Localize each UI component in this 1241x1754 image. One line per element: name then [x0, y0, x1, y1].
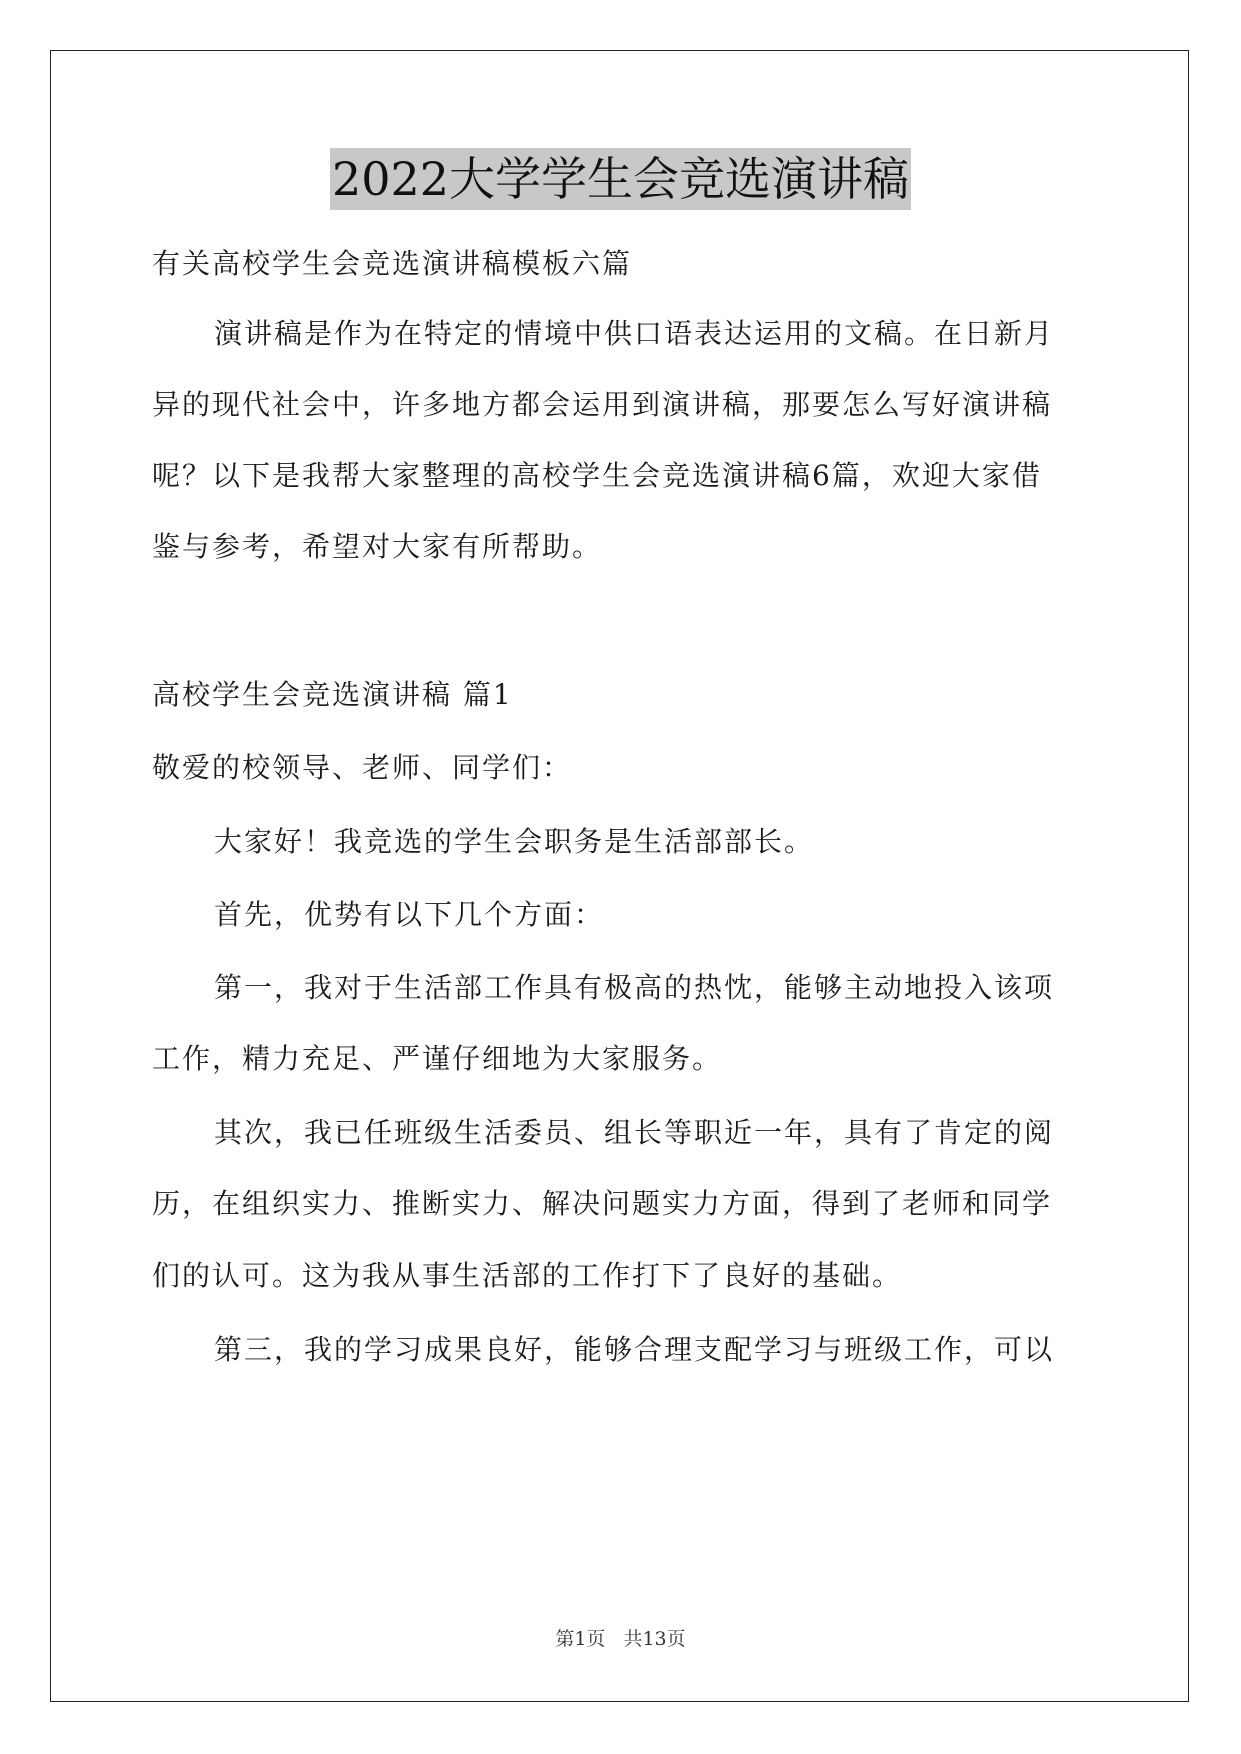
paragraph-line: 第一，我对于生活部工作具有极高的热忱，能够主动地投入该项 [214, 971, 1055, 1004]
paragraph-line: 鉴与参考，希望对大家有所帮助。 [152, 530, 603, 563]
page-number: 第1页 [555, 1628, 606, 1650]
paragraph-line: 呢？以下是我帮大家整理的高校学生会竞选演讲稿6篇，欢迎大家借 [152, 459, 1042, 492]
page-border [50, 50, 1189, 1702]
document-title: 2022大学学生会竞选演讲稿 [330, 148, 911, 210]
salutation: 敬爱的校领导、老师、同学们： [152, 751, 573, 784]
paragraph-line: 历，在组织实力、推断实力、解决问题实力方面，得到了老师和同学 [152, 1187, 1053, 1220]
page-total: 共13页 [623, 1628, 686, 1650]
title-container [0, 148, 1241, 210]
paragraph-line: 其次，我已任班级生活委员、组长等职近一年，具有了肯定的阅 [214, 1116, 1055, 1149]
document-subtitle: 有关高校学生会竞选演讲稿模板六篇 [152, 247, 633, 280]
paragraph-line: 首先，优势有以下几个方面： [214, 898, 605, 931]
section-heading: 高校学生会竞选演讲稿 篇1 [152, 678, 513, 711]
paragraph-line: 们的认可。这为我从事生活部的工作打下了良好的基础。 [152, 1259, 903, 1292]
paragraph-line: 大家好！我竞选的学生会职务是生活部部长。 [214, 825, 815, 858]
paragraph-line: 工作，精力充足、严谨仔细地为大家服务。 [152, 1042, 723, 1075]
page-footer [0, 1624, 1241, 1651]
paragraph-line: 演讲稿是作为在特定的情境中供口语表达运用的文稿。在日新月 [214, 317, 1055, 350]
paragraph-line: 第三，我的学习成果良好，能够合理支配学习与班级工作，可以 [214, 1333, 1055, 1366]
paragraph-line: 异的现代社会中，许多地方都会运用到演讲稿，那要怎么写好演讲稿 [152, 388, 1053, 421]
